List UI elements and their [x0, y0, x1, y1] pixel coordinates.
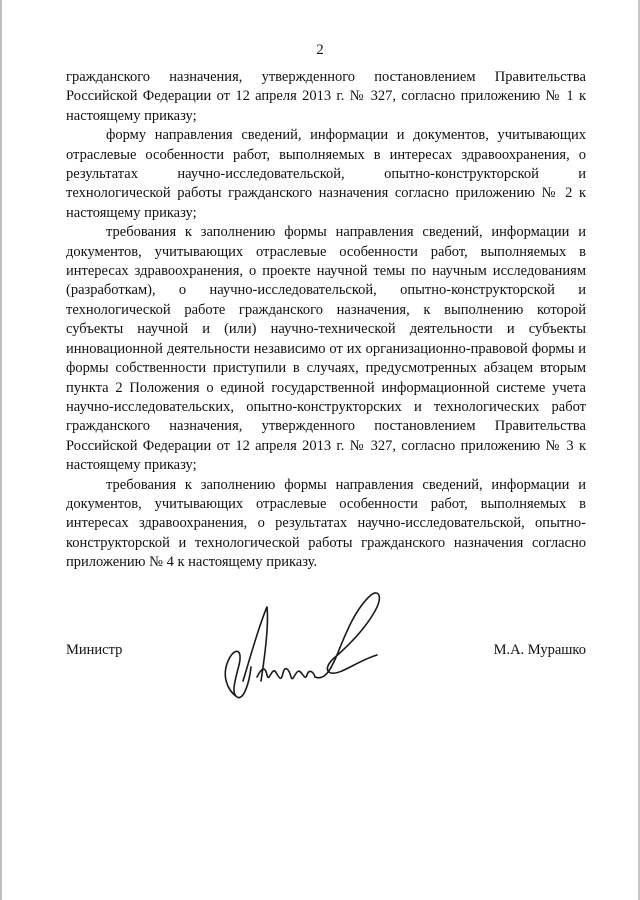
signer-name: М.А. Мурашко [493, 642, 586, 658]
page-number: 2 [316, 42, 324, 58]
paragraph-1: гражданского назначения, утвержденного постановлением Правительства Российской Федерации от 12 апреля 2013 г. № 327, согласно приложению № 1 к настоящему приказу; [66, 69, 586, 124]
signer-title: Министр [66, 642, 123, 658]
paragraph-2: форму направления сведений, информации и документов, учитывающих отраслевые особенности работ, выполняемых в интересах здравоохранения, о результатах научно-исследовательской, опытно-конструкторской и технологической работы гражданского назначения согласно приложению № 2 к настоящему приказу; [66, 127, 586, 221]
document-body [66, 68, 586, 573]
paragraph-3: требования к заполнению формы направления сведений, информации и документов, учитывающих отраслевые особенности работ, выполняемых в интересах здравоохранения, о проекте научной темы по научным исследованиям (разработкам), о научно-исследовательской, опытно-конструкторской и технологической работе гражданского назначения, к выполнению которой субъекты научной и (или) научно-технической деятельности и субъекты инновационной деятельности независимо от их организационно-правовой формы и формы собственности приступили в случаях, предусмотренных абзацем вторым пункта 2 Положения о единой государственной информационной системе учета научно-исследовательских, опытно-конструкторских и технологических работ гражданского назначения, утвержденного постановлением Правительства Российской Федерации от 12 апреля 2013 г. № 327, согласно приложению № 3 к настоящему приказу; [66, 224, 586, 474]
paragraph-4: требования к заполнению формы направления сведений, информации и документов, учитывающих отраслевые особенности работ, выполняемых в интересах здравоохранения, о результатах научно-исследовательской, опытно-конструкторской и технологической работы гражданского назначения согласно приложению № 4 к настоящему приказу. [66, 476, 586, 571]
handwritten-signature [207, 585, 387, 710]
